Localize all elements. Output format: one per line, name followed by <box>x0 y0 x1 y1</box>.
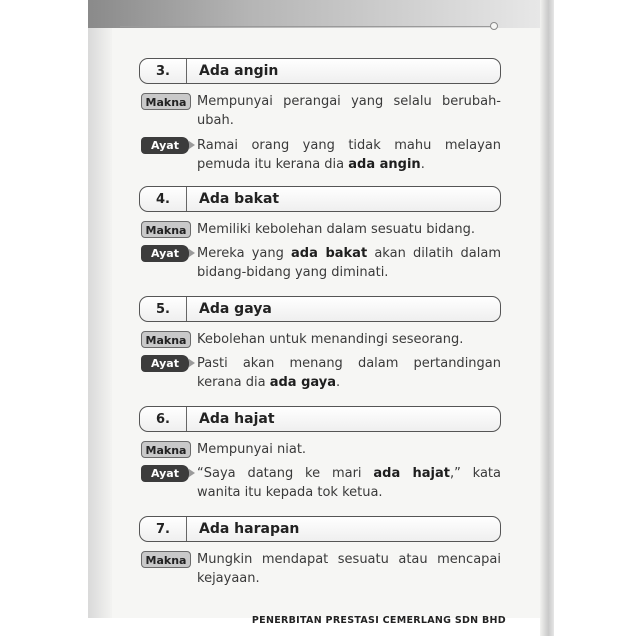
header-rule-dot <box>490 22 498 30</box>
makna-text: Kebolehan untuk menandingi seseorang. <box>197 332 464 347</box>
makna-text: Mempunyai perangai yang selalu berubah-ubah. <box>197 94 501 128</box>
ayat-row <box>139 136 501 174</box>
ayat-text-idiom: ada angin <box>348 157 421 172</box>
ayat-text-after: . <box>336 375 341 390</box>
makna-badge: Makna <box>141 93 191 110</box>
idiom-heading <box>139 516 501 542</box>
idiom-term: Ada gaya <box>199 301 272 317</box>
scan-shadow-top <box>88 0 550 28</box>
makna-badge: Makna <box>141 221 191 238</box>
ayat-text-before: Ramai orang yang tidak mahu melayan pemuda itu kerana dia <box>197 138 501 172</box>
idiom-entry <box>139 406 501 502</box>
page-edge-right <box>540 0 554 636</box>
idiom-entry <box>139 186 501 282</box>
idiom-term: Ada hajat <box>199 411 275 427</box>
ayat-text-idiom: ada hajat <box>373 466 450 481</box>
ayat-badge: Ayat <box>141 355 189 372</box>
publisher-footer: PENERBITAN PRESTASI CEMERLANG SDN BHD <box>251 615 506 626</box>
ayat-text-after: akan dilatih dalam bidang-bidang yang diminati. <box>197 246 502 280</box>
idiom-term: Ada angin <box>199 63 279 79</box>
header-rule <box>120 26 492 27</box>
makna-row <box>139 440 501 459</box>
ayat-text-after: ,” kata wanita itu kepada tok ketua. <box>197 466 501 500</box>
makna-text: Mungkin mendapat sesuatu atau mencapai kejayaan. <box>197 552 501 586</box>
ayat-text-idiom: ada gaya <box>269 375 336 390</box>
ayat-row <box>139 244 501 282</box>
ayat-badge: Ayat <box>141 245 189 262</box>
makna-text: Memiliki kebolehan dalam sesuatu bidang. <box>197 222 475 237</box>
idiom-term: Ada harapan <box>199 521 300 537</box>
ayat-text-before: Mereka yang <box>197 246 292 261</box>
idiom-entry <box>139 516 501 588</box>
scan-margin-right <box>554 0 636 636</box>
makna-text: Mempunyai niat. <box>197 442 307 457</box>
idiom-heading <box>139 296 501 322</box>
idiom-number: 3. <box>156 63 170 79</box>
ayat-badge: Ayat <box>141 465 189 482</box>
idiom-entry <box>139 296 501 392</box>
scan-margin-left <box>0 0 88 636</box>
idiom-heading <box>139 58 501 84</box>
makna-row <box>139 92 501 130</box>
page-gutter <box>88 28 112 618</box>
idiom-heading <box>139 406 501 432</box>
ayat-text-before: Pasti akan menang dalam pertandingan kerana dia <box>197 356 501 390</box>
idiom-heading <box>139 186 501 212</box>
idiom-number: 4. <box>156 191 170 207</box>
ayat-row <box>139 354 501 392</box>
ayat-text-after: . <box>420 157 425 172</box>
makna-row <box>139 220 501 239</box>
idiom-number: 6. <box>156 411 170 427</box>
idiom-entry <box>139 58 501 174</box>
makna-row <box>139 330 501 349</box>
makna-badge: Makna <box>141 331 191 348</box>
makna-row <box>139 550 501 588</box>
makna-badge: Makna <box>141 441 191 458</box>
ayat-text-before: “Saya datang ke mari <box>197 466 374 481</box>
ayat-badge: Ayat <box>141 137 189 154</box>
idiom-number: 5. <box>156 301 170 317</box>
makna-badge: Makna <box>141 551 191 568</box>
idiom-number: 7. <box>156 521 170 537</box>
idiom-term: Ada bakat <box>199 191 280 207</box>
ayat-text-idiom: ada bakat <box>291 246 368 261</box>
ayat-row <box>139 464 501 502</box>
